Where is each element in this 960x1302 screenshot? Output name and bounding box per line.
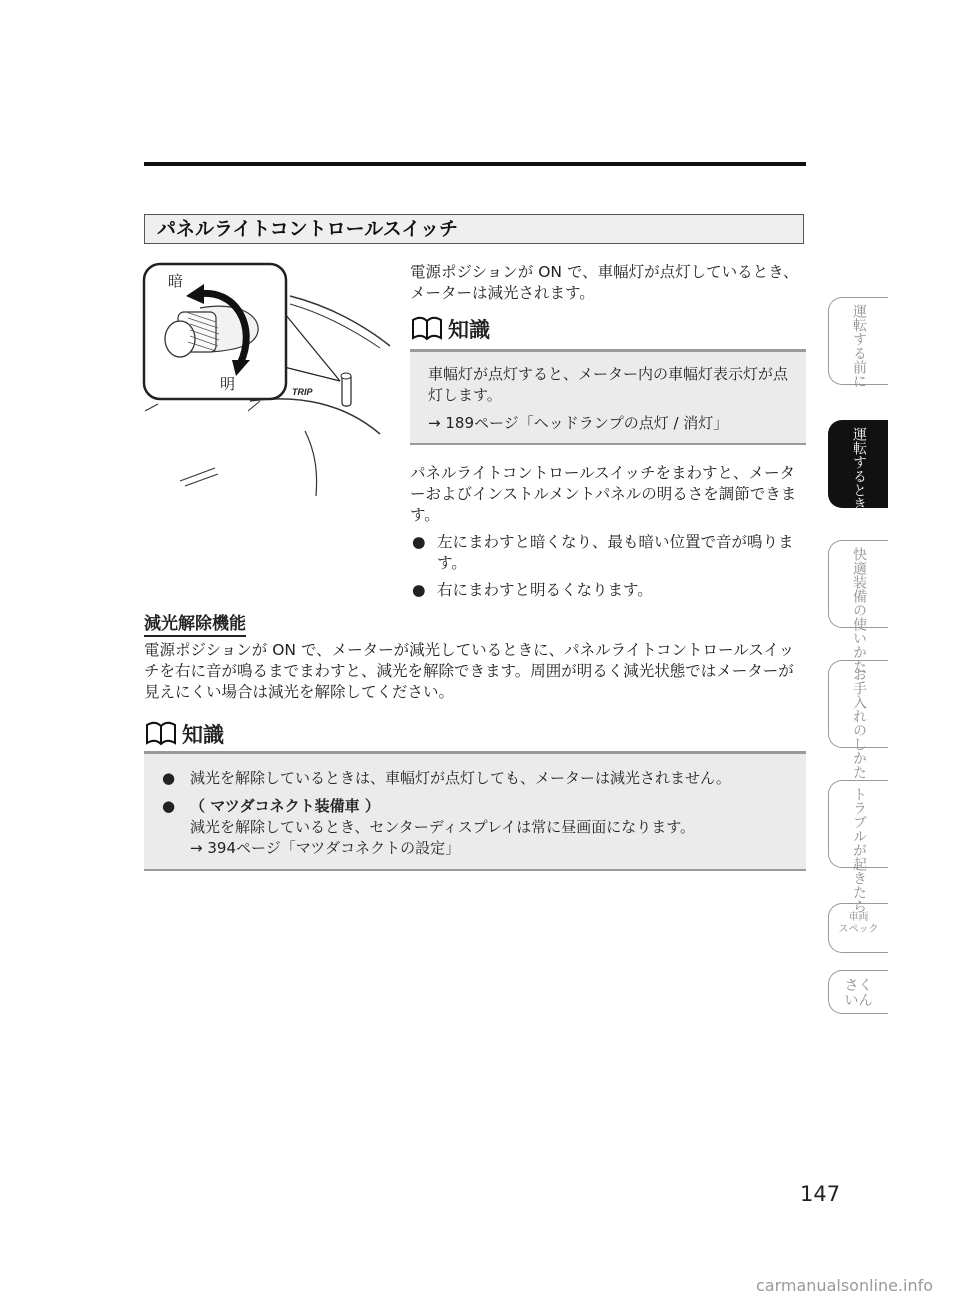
- list-item: ● 右にまわすと明るくなります。: [412, 581, 653, 599]
- cross-reference: [428, 413, 792, 434]
- subsection-title: 減光解除機能: [144, 614, 246, 637]
- trip-label: TRIP: [292, 387, 313, 397]
- panel-light-switch-illustration: [140, 256, 390, 496]
- knowledge-text: 車幅灯が点灯すると、メーター内の車幅灯表示灯が点灯します。: [428, 365, 789, 404]
- arrow-icon: →: [190, 839, 203, 857]
- knowledge-heading-1: [410, 314, 490, 344]
- bullet-icon: ●: [162, 769, 176, 787]
- tab-index[interactable]: さくいん: [828, 970, 888, 1014]
- intro-text: 電源ポジションが ON で、車幅灯が点灯しているとき、メーターは減光されます。: [410, 263, 799, 302]
- list-item: [156, 796, 792, 859]
- tab-troubleshooting[interactable]: トラブルが起きたら: [828, 780, 888, 868]
- tab-specifications[interactable]: 車両 スペック: [828, 903, 888, 953]
- arrow-icon: →: [428, 414, 441, 432]
- knowledge-heading-text: 知識: [448, 318, 490, 342]
- reference-text: 189ページ「ヘッドランプの点灯 / 消灯」: [445, 414, 729, 432]
- knowledge-box-2: [144, 751, 806, 871]
- book-icon: [144, 721, 178, 747]
- list-item: ● 減光を解除しているときは、車幅灯が点灯しても、メーターは減光されません。: [162, 769, 731, 787]
- list-item: ● 左にまわすと暗くなり、最も暗い位置で音が鳴ります。: [412, 533, 794, 572]
- bright-label: 明: [220, 375, 236, 393]
- header-rule: [144, 162, 806, 166]
- dark-label: 暗: [168, 272, 184, 290]
- item-title: （ マツダコネクト装備車 ）: [190, 797, 380, 815]
- section-title: パネルライトコントロールスイッチ: [144, 214, 804, 244]
- tab-comfort-equipment[interactable]: 快適装備の使いかた: [828, 540, 888, 628]
- knowledge-heading-text: 知識: [182, 723, 224, 747]
- book-icon: [410, 316, 444, 342]
- switch-description: [410, 463, 806, 601]
- knowledge-box-1: [410, 349, 806, 445]
- watermark: carmanualsonline.info: [756, 1276, 934, 1295]
- switch-text: パネルライトコントロールスイッチをまわすと、メーターおよびインストルメントパネルの明るさを調節できます。: [410, 464, 797, 524]
- bullet-icon: ●: [412, 581, 426, 599]
- knowledge-heading-2: [144, 719, 224, 749]
- tab-before-driving[interactable]: 運転する前に: [828, 297, 888, 385]
- page-number: 147: [800, 1182, 841, 1206]
- bullet-icon: ●: [412, 533, 426, 551]
- bullet-icon: ●: [162, 797, 176, 815]
- cross-reference: → 394ページ「マツダコネクトの設定」: [190, 839, 461, 857]
- tab-when-driving[interactable]: 運転するときに: [828, 420, 888, 508]
- item-text: 減光を解除しているとき、センターディスプレイは常に昼画面になります。: [190, 818, 696, 836]
- tab-maintenance[interactable]: お手入れのしかた: [828, 660, 888, 748]
- subsection-text: 電源ポジションが ON で、メーターが減光しているときに、パネルライトコントロールスイッチを右に音が鳴るまでまわすと、減光を解除できます。周囲が明るく減光状態ではメーターが見えにくい場合は減光を解除してください。: [144, 641, 795, 701]
